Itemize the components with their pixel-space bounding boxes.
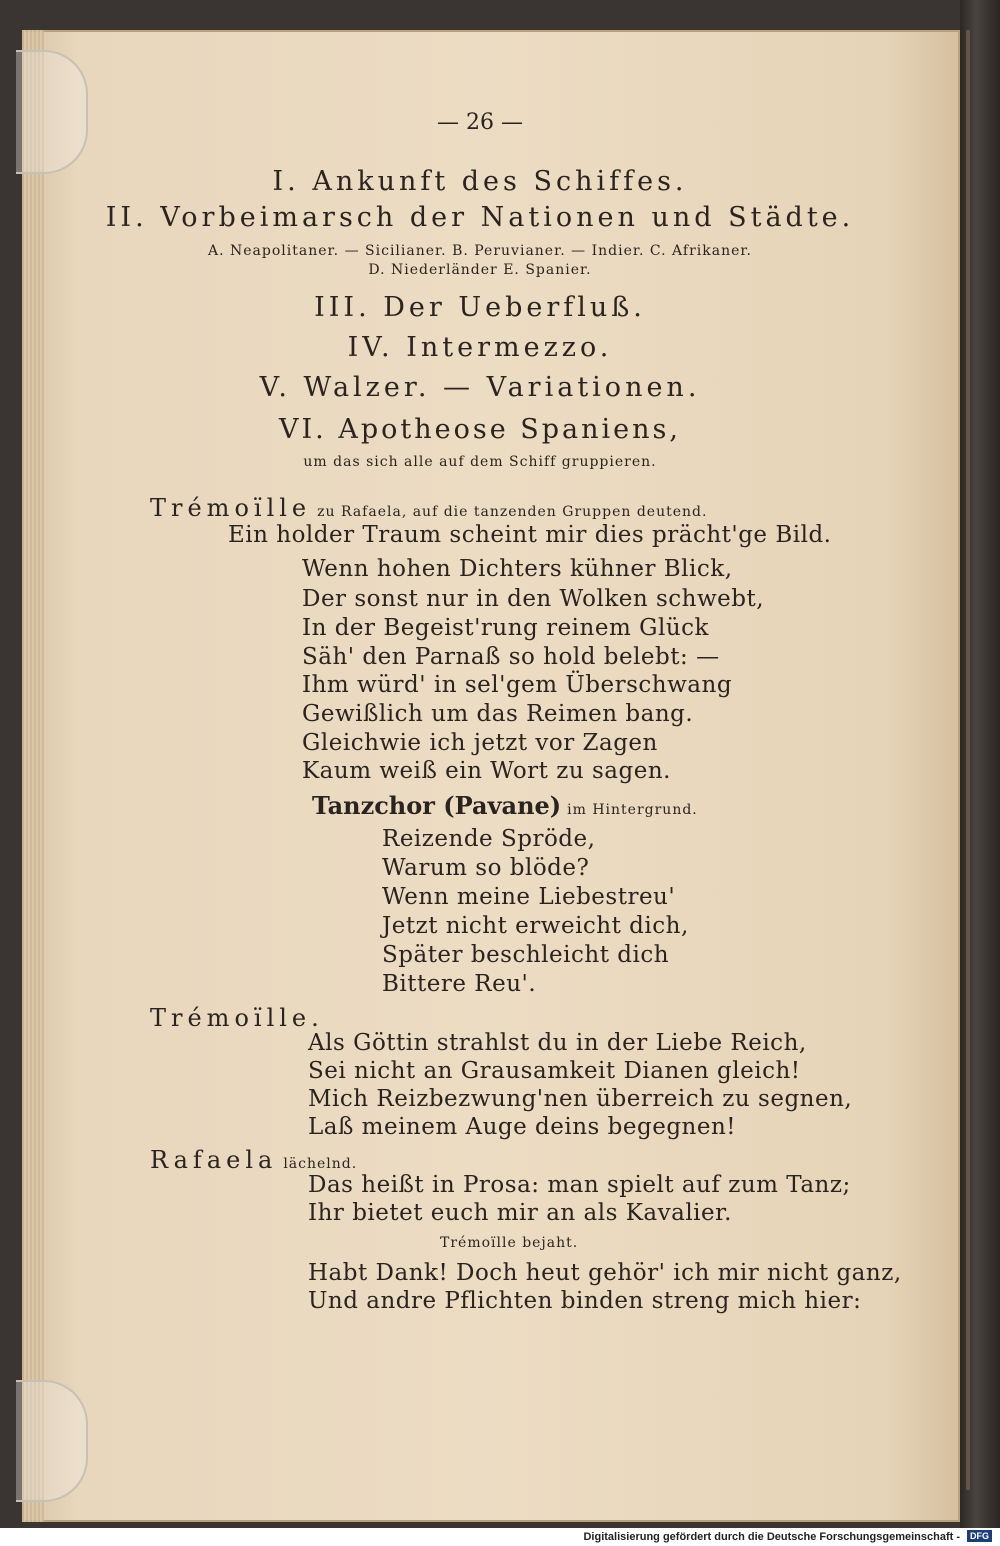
gutter-line [966, 30, 970, 1490]
chorus-line: Warum so blöde? [382, 855, 590, 881]
verse-line: Wenn hohen Dichters kühner Blick, [302, 556, 733, 582]
section-heading-6: VI. Apotheose Spaniens, [279, 414, 681, 445]
footer-bar [0, 1528, 1000, 1546]
chorus-line: Wenn meine Liebestreu' [382, 884, 676, 910]
verse-line: Gewißlich um das Reimen bang. [302, 701, 694, 727]
speaker-name: Trémoïlle. [150, 1004, 324, 1032]
section-heading-2: II. Vorbeimarsch der Nationen und Städte. [105, 202, 855, 233]
verse-line: Gleichwie ich jetzt vor Zagen [302, 730, 658, 756]
verse-line: Als Göttin strahlst du in der Liebe Reich, [308, 1030, 807, 1056]
stage-direction: im Hintergrund. [567, 802, 698, 818]
speaker-name: Trémoïlle [150, 494, 312, 522]
stage-direction: zu Rafaela, auf die tanzenden Gruppen deutend. [317, 504, 708, 520]
verse-line: Der sonst nur in den Wolken schwebt, [302, 586, 765, 612]
dfg-logo: DFG [967, 1530, 992, 1542]
verse-line: Habt Dank! Doch heut gehör' ich mir nicht ganz, [308, 1260, 902, 1286]
verse-line: Und andre Pflichten binden streng mich hier: [308, 1288, 862, 1314]
chorus-heading [312, 791, 698, 820]
verse-line: Kaum weiß ein Wort zu sagen. [302, 758, 671, 784]
verse-line: Säh' den Parnaß so hold belebt: — [302, 644, 720, 670]
page-stack-edge [22, 30, 44, 1522]
page-clip-bottom [16, 1380, 88, 1502]
section-heading-5: V. Walzer. — Variationen. [259, 372, 701, 403]
verse-line: In der Begeist'rung reinem Glück [302, 615, 709, 641]
section-heading-1: I. Ankunft des Schiffes. [272, 166, 688, 197]
section-6-subtitle: um das sich alle auf dem Schiff gruppieren. [303, 454, 657, 470]
verse-line: Ein holder Traum scheint mir dies prächt'ge Bild. [228, 522, 832, 548]
speaker-heading [150, 496, 707, 520]
verse-line: Sei nicht an Grausamkeit Dianen gleich! [308, 1058, 801, 1084]
verse-line: Ihm würd' in sel'gem Überschwang [302, 672, 733, 698]
verse-line: Laß meinem Auge deins begegnen! [308, 1114, 737, 1140]
chorus-line: Bittere Reu'. [382, 971, 537, 997]
stage-direction: lächelnd. [283, 1156, 358, 1172]
section-2-subtitle-line-1: A. Neapolitaner. — Sicilianer. B. Peruvianer. — Indier. C. Afrikaner. [208, 243, 752, 259]
section-2-subtitle-line-2: D. Niederländer E. Spanier. [368, 262, 592, 278]
verse-line: Ihr bietet euch mir an als Kavalier. [308, 1200, 732, 1226]
section-heading-3: III. Der Ueberfluß. [314, 292, 646, 323]
chorus-line: Später beschleicht dich [382, 942, 670, 968]
speaker-name: Rafaela [150, 1146, 278, 1174]
chorus-name: Tanzchor (Pavane) [312, 791, 562, 820]
verse-line: Mich Reizbezwung'nen überreich zu segnen, [308, 1086, 853, 1112]
verse-line: Das heißt in Prosa: man spielt auf zum Tanz; [308, 1172, 851, 1198]
footer-credit: Digitalisierung gefördert durch die Deutsche Forschungsgemeinschaft - [583, 1531, 960, 1543]
chorus-line: Jetzt nicht erweicht dich, [382, 913, 689, 939]
chorus-line: Reizende Spröde, [382, 826, 596, 852]
page-number: — 26 — [437, 110, 523, 135]
section-heading-4: IV. Intermezzo. [347, 332, 613, 363]
stage-note: Trémoïlle bejaht. [440, 1235, 579, 1251]
speaker-heading [150, 1148, 357, 1172]
